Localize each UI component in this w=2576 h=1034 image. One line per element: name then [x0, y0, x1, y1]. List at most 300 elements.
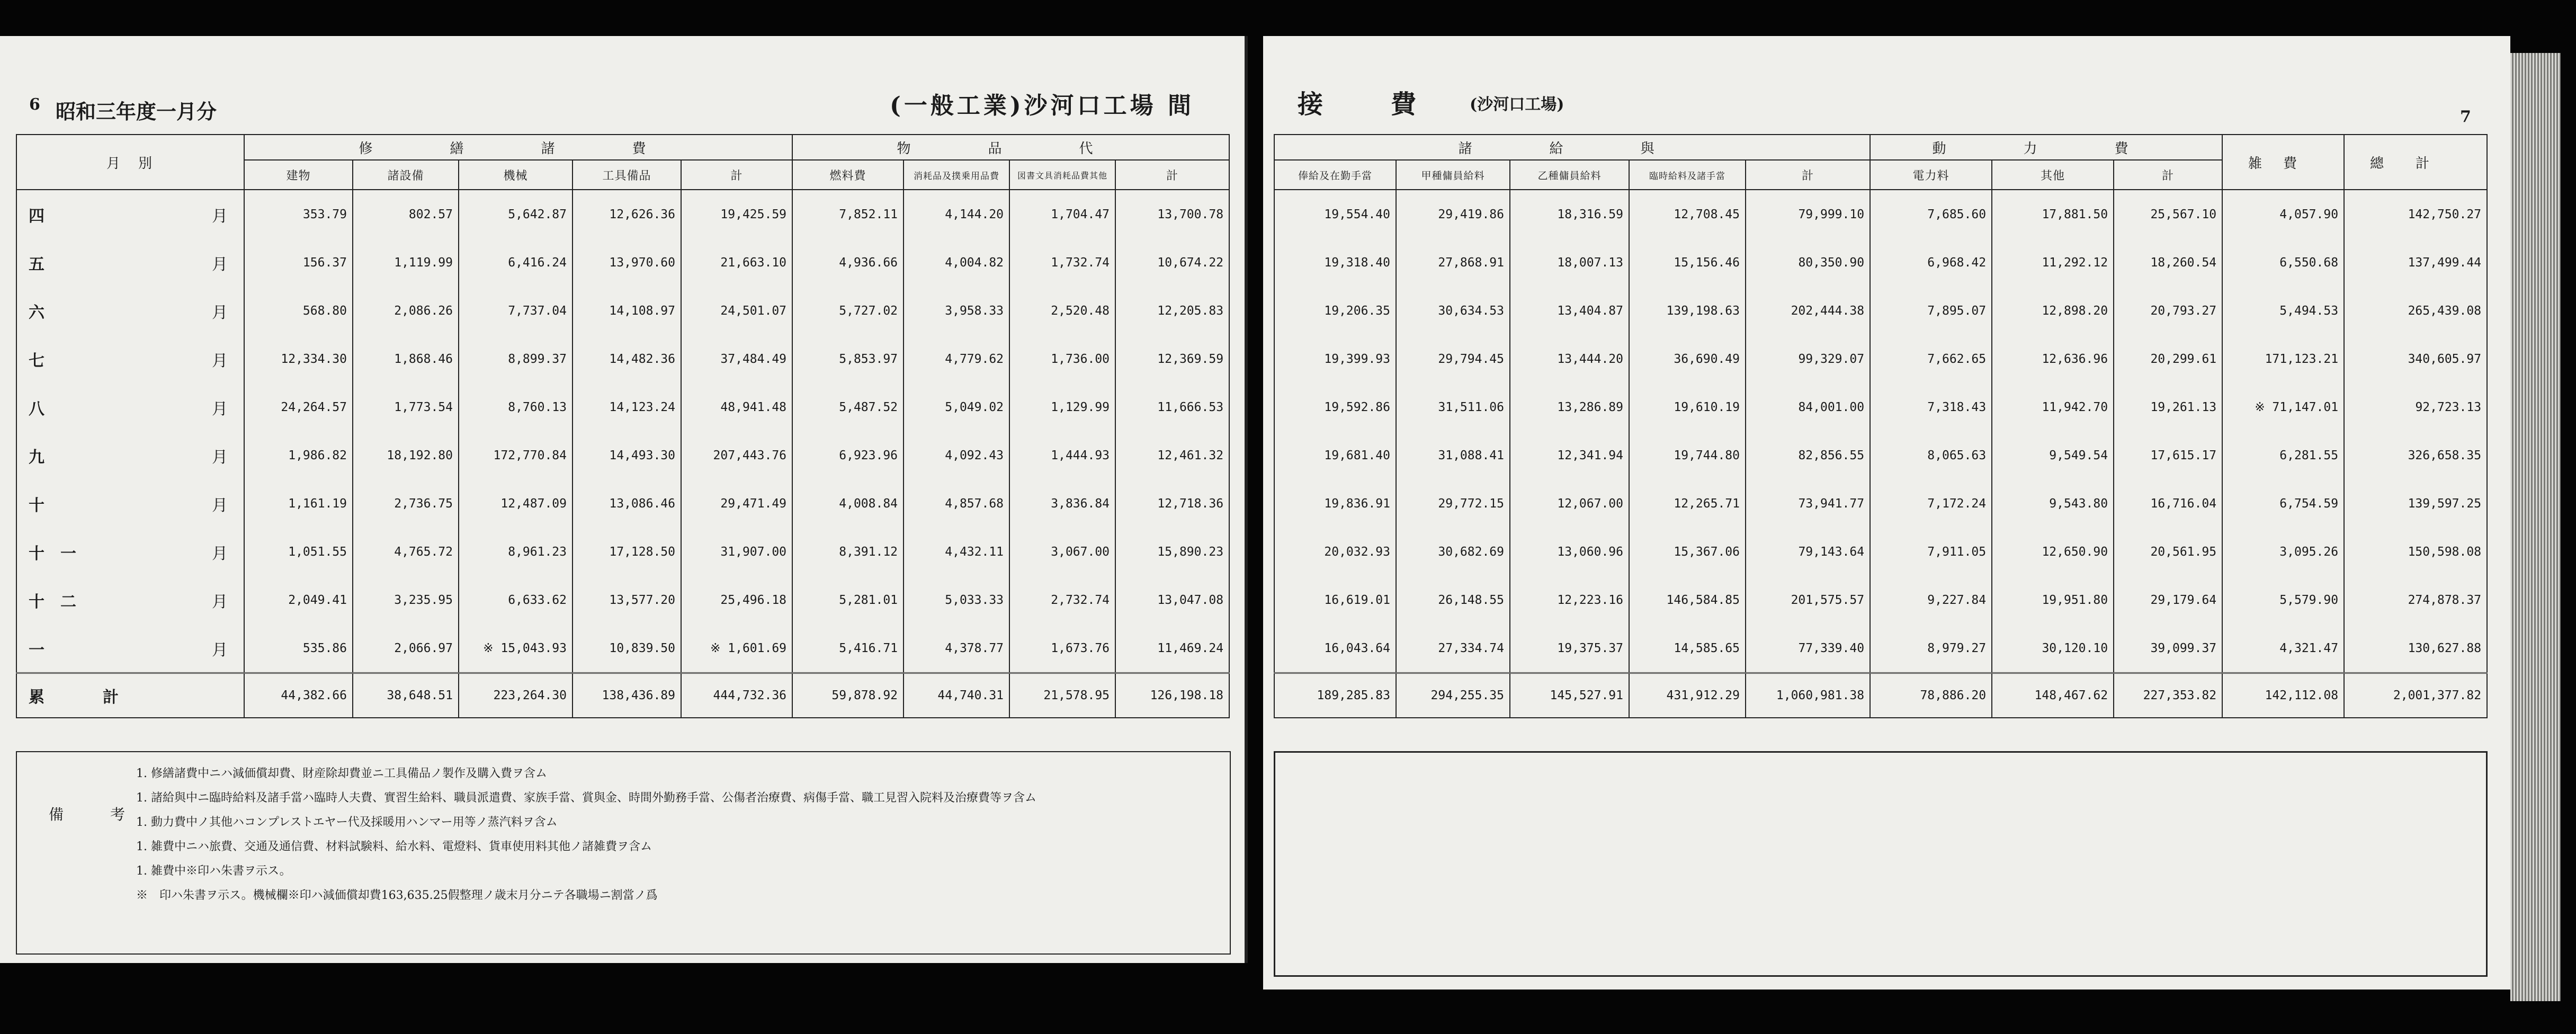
value-cell: 6,550.68: [2222, 238, 2344, 287]
table-row: [1274, 287, 2487, 335]
month-label: 六: [29, 303, 44, 322]
value-cell: 2,736.75: [353, 479, 459, 528]
value-cell: 7,172.24: [1870, 479, 1992, 528]
month-header: 月 別: [16, 135, 244, 190]
col-header-grand-total: 總計: [2344, 135, 2487, 190]
total-cell: 189,285.83: [1274, 673, 1396, 718]
value-cell: 4,936.66: [792, 238, 904, 287]
value-cell: 10,839.50: [573, 624, 681, 673]
value-cell: 20,299.61: [2114, 335, 2222, 383]
value-cell: 146,584.85: [1629, 576, 1746, 624]
month-suffix: 月: [212, 255, 228, 274]
value-cell: 26,148.55: [1396, 576, 1510, 624]
col-header: 乙種傭員給料: [1510, 160, 1629, 190]
value-cell: 568.80: [244, 287, 353, 335]
value-cell: 19,610.19: [1629, 383, 1746, 431]
total-row: [16, 673, 1229, 718]
value-cell: 172,770.84: [459, 431, 573, 479]
table-row: [16, 190, 1229, 238]
table-row: [16, 238, 1229, 287]
value-cell: 1,986.82: [244, 431, 353, 479]
value-cell: 6,923.96: [792, 431, 904, 479]
value-cell: 16,716.04: [2114, 479, 2222, 528]
total-cell: 38,648.51: [353, 673, 459, 718]
value-cell: 265,439.08: [2344, 287, 2487, 335]
value-cell: 13,700.78: [1115, 190, 1229, 238]
value-cell: 19,592.86: [1274, 383, 1396, 431]
value-cell: 4,779.62: [904, 335, 1009, 383]
value-cell: 12,223.16: [1510, 576, 1629, 624]
value-cell: 84,001.00: [1746, 383, 1870, 431]
value-cell: 6,968.42: [1870, 238, 1992, 287]
total-cell: 44,382.66: [244, 673, 353, 718]
value-cell: 15,156.46: [1629, 238, 1746, 287]
col-header: 燃料費: [792, 160, 904, 190]
value-cell: 4,378.77: [904, 624, 1009, 673]
month-suffix: 月: [212, 592, 228, 611]
value-cell: 7,895.07: [1870, 287, 1992, 335]
total-cell: 145,527.91: [1510, 673, 1629, 718]
value-cell: 48,941.48: [681, 383, 792, 431]
value-cell: 5,416.71: [792, 624, 904, 673]
value-cell: 2,086.26: [353, 287, 459, 335]
value-cell: 1,736.00: [1009, 335, 1115, 383]
value-cell: 8,961.23: [459, 528, 573, 576]
value-cell: 5,642.87: [459, 190, 573, 238]
value-cell: 13,047.08: [1115, 576, 1229, 624]
value-cell: 31,907.00: [681, 528, 792, 576]
value-cell: 10,674.22: [1115, 238, 1229, 287]
value-cell: 5,579.90: [2222, 576, 2344, 624]
value-cell: 18,260.54: [2114, 238, 2222, 287]
month-cell: [16, 190, 244, 238]
value-cell: 29,772.15: [1396, 479, 1510, 528]
left-page-number: 6: [29, 95, 40, 114]
total-cell: 223,264.30: [459, 673, 573, 718]
month-label: 八: [29, 399, 44, 418]
value-cell: 139,597.25: [2344, 479, 2487, 528]
col-header: 計: [681, 160, 792, 190]
value-cell: 6,416.24: [459, 238, 573, 287]
value-cell: 2,520.48: [1009, 287, 1115, 335]
value-cell: 3,235.95: [353, 576, 459, 624]
value-cell: 13,286.89: [1510, 383, 1629, 431]
value-cell: 137,499.44: [2344, 238, 2487, 287]
col-header: 機械: [459, 160, 573, 190]
value-cell: 12,708.45: [1629, 190, 1746, 238]
value-cell: ※ 15,043.93: [459, 624, 573, 673]
month-suffix: 月: [212, 399, 228, 418]
month-suffix: 月: [212, 544, 228, 563]
table-row: [1274, 431, 2487, 479]
value-cell: 3,067.00: [1009, 528, 1115, 576]
value-cell: 12,369.59: [1115, 335, 1229, 383]
col-header: 建物: [244, 160, 353, 190]
month-suffix: 月: [212, 640, 228, 659]
value-cell: 19,261.13: [2114, 383, 2222, 431]
value-cell: 1,129.99: [1009, 383, 1115, 431]
value-cell: 29,419.86: [1396, 190, 1510, 238]
col-header-misc: 雑費: [2222, 135, 2344, 190]
value-cell: 5,487.52: [792, 383, 904, 431]
value-cell: 30,682.69: [1396, 528, 1510, 576]
value-cell: 1,732.74: [1009, 238, 1115, 287]
value-cell: 3,095.26: [2222, 528, 2344, 576]
value-cell: 1,704.47: [1009, 190, 1115, 238]
month-label: 九: [29, 448, 44, 467]
value-cell: 535.86: [244, 624, 353, 673]
value-cell: 13,577.20: [573, 576, 681, 624]
col-header: 計: [1115, 160, 1229, 190]
right-subtitle: (沙河口工場): [1470, 95, 1564, 114]
right-page: [1263, 36, 2510, 990]
value-cell: 31,511.06: [1396, 383, 1510, 431]
value-cell: 4,092.43: [904, 431, 1009, 479]
value-cell: 21,663.10: [681, 238, 792, 287]
col-header: 臨時給料及諸手當: [1629, 160, 1746, 190]
value-cell: 11,469.24: [1115, 624, 1229, 673]
value-cell: 3,836.84: [1009, 479, 1115, 528]
value-cell: 17,881.50: [1992, 190, 2114, 238]
value-cell: 2,049.41: [244, 576, 353, 624]
cost-table-right: [1274, 134, 2488, 718]
value-cell: 19,318.40: [1274, 238, 1396, 287]
value-cell: 77,339.40: [1746, 624, 1870, 673]
value-cell: 12,636.96: [1992, 335, 2114, 383]
header-date: 昭和三年度一月分: [56, 100, 217, 123]
value-cell: 79,143.64: [1746, 528, 1870, 576]
group-header-power: 動 力 費: [1870, 135, 2222, 160]
col-header: 工具備品: [573, 160, 681, 190]
value-cell: 29,179.64: [2114, 576, 2222, 624]
value-cell: 4,057.90: [2222, 190, 2344, 238]
month-cell: [16, 335, 244, 383]
value-cell: 17,615.17: [2114, 431, 2222, 479]
col-header: 甲種傭員給料: [1396, 160, 1510, 190]
month-suffix: 月: [212, 496, 228, 515]
table-row: [1274, 479, 2487, 528]
value-cell: 3,958.33: [904, 287, 1009, 335]
value-cell: 274,878.37: [2344, 576, 2487, 624]
value-cell: 5,494.53: [2222, 287, 2344, 335]
value-cell: 2,066.97: [353, 624, 459, 673]
value-cell: 82,856.55: [1746, 431, 1870, 479]
value-cell: 12,067.00: [1510, 479, 1629, 528]
value-cell: 1,119.99: [353, 238, 459, 287]
value-cell: 139,198.63: [1629, 287, 1746, 335]
value-cell: 37,484.49: [681, 335, 792, 383]
total-cell: 148,467.62: [1992, 673, 2114, 718]
value-cell: 99,329.07: [1746, 335, 1870, 383]
note-line: 1. 諸給與中ニ臨時給料及諸手當ハ臨時人夫費、實習生給料、職員派遣費、家族手當、賞與金、時間外勤務手當、公傷者治療費、病傷手當、職工見習入院料及治療費等ヲ含ム: [136, 791, 1036, 805]
value-cell: 1,868.46: [353, 335, 459, 383]
total-cell: 44,740.31: [904, 673, 1009, 718]
value-cell: 18,007.13: [1510, 238, 1629, 287]
total-cell: 444,732.36: [681, 673, 792, 718]
value-cell: 8,760.13: [459, 383, 573, 431]
value-cell: 207,443.76: [681, 431, 792, 479]
value-cell: 1,444.93: [1009, 431, 1115, 479]
value-cell: 150,598.08: [2344, 528, 2487, 576]
value-cell: 4,857.68: [904, 479, 1009, 528]
value-cell: 11,942.70: [1992, 383, 2114, 431]
value-cell: 2,732.74: [1009, 576, 1115, 624]
value-cell: 19,554.40: [1274, 190, 1396, 238]
value-cell: 142,750.27: [2344, 190, 2487, 238]
total-label: 累 計: [16, 673, 244, 718]
col-header: 消耗品及撲乗用品費: [904, 160, 1009, 190]
group-header-goods: 物 品 代: [792, 135, 1229, 160]
value-cell: 5,281.01: [792, 576, 904, 624]
value-cell: 9,543.80: [1992, 479, 2114, 528]
value-cell: 202,444.38: [1746, 287, 1870, 335]
value-cell: 5,727.02: [792, 287, 904, 335]
month-cell: [16, 528, 244, 576]
value-cell: 353.79: [244, 190, 353, 238]
value-cell: 5,033.33: [904, 576, 1009, 624]
month-label: 十: [29, 496, 44, 515]
book-page-edges: [2510, 53, 2561, 1001]
value-cell: 5,853.97: [792, 335, 904, 383]
col-header: 計: [1746, 160, 1870, 190]
value-cell: 20,793.27: [2114, 287, 2222, 335]
value-cell: 27,868.91: [1396, 238, 1510, 287]
value-cell: 14,482.36: [573, 335, 681, 383]
total-cell: 2,001,377.82: [2344, 673, 2487, 718]
total-cell: 1,060,981.38: [1746, 673, 1870, 718]
value-cell: 14,123.24: [573, 383, 681, 431]
total-cell: 294,255.35: [1396, 673, 1510, 718]
notes-label: 備 考: [49, 806, 141, 823]
value-cell: 19,681.40: [1274, 431, 1396, 479]
table-row: [16, 479, 1229, 528]
month-cell: [16, 576, 244, 624]
value-cell: 13,086.46: [573, 479, 681, 528]
value-cell: 19,375.37: [1510, 624, 1629, 673]
total-cell: 78,886.20: [1870, 673, 1992, 718]
value-cell: 4,008.84: [792, 479, 904, 528]
value-cell: 8,065.63: [1870, 431, 1992, 479]
value-cell: 156.37: [244, 238, 353, 287]
value-cell: 12,205.83: [1115, 287, 1229, 335]
value-cell: 1,673.76: [1009, 624, 1115, 673]
value-cell: 13,444.20: [1510, 335, 1629, 383]
value-cell: 7,911.05: [1870, 528, 1992, 576]
total-cell: 21,578.95: [1009, 673, 1115, 718]
month-cell: [16, 479, 244, 528]
month-label: 十 一: [29, 544, 76, 563]
table-row: [16, 335, 1229, 383]
value-cell: 20,561.95: [2114, 528, 2222, 576]
value-cell: 1,161.19: [244, 479, 353, 528]
value-cell: 6,633.62: [459, 576, 573, 624]
value-cell: 79,999.10: [1746, 190, 1870, 238]
value-cell: 20,032.93: [1274, 528, 1396, 576]
value-cell: 27,334.74: [1396, 624, 1510, 673]
value-cell: 13,970.60: [573, 238, 681, 287]
value-cell: 12,898.20: [1992, 287, 2114, 335]
value-cell: 30,634.53: [1396, 287, 1510, 335]
table-row: [16, 528, 1229, 576]
value-cell: 5,049.02: [904, 383, 1009, 431]
note-line: 1. 雑費中ニハ旅費、交通及通信費、材料試験料、給水料、電燈料、貨車使用料其他ノ諸雑費ヲ含ム: [136, 840, 652, 853]
value-cell: 9,549.54: [1992, 431, 2114, 479]
table-row: [1274, 335, 2487, 383]
value-cell: 19,206.35: [1274, 287, 1396, 335]
value-cell: 8,899.37: [459, 335, 573, 383]
value-cell: 171,123.21: [2222, 335, 2344, 383]
month-label: 一: [29, 640, 44, 659]
table-row: [1274, 528, 2487, 576]
value-cell: 16,043.64: [1274, 624, 1396, 673]
value-cell: 18,192.80: [353, 431, 459, 479]
month-cell: [16, 431, 244, 479]
table-row: [1274, 383, 2487, 431]
value-cell: ※ 1,601.69: [681, 624, 792, 673]
value-cell: 4,432.11: [904, 528, 1009, 576]
month-cell: [16, 624, 244, 673]
table-row: [1274, 576, 2487, 624]
col-header: 諸設備: [353, 160, 459, 190]
value-cell: 73,941.77: [1746, 479, 1870, 528]
value-cell: 30,120.10: [1992, 624, 2114, 673]
value-cell: 7,318.43: [1870, 383, 1992, 431]
value-cell: 11,666.53: [1115, 383, 1229, 431]
month-cell: [16, 238, 244, 287]
left-page: [0, 36, 1248, 963]
note-line: 1. 動力費中ノ其他ハコンプレストエヤー代及採暖用ハンマー用等ノ蒸汽料ヲ含ム: [136, 816, 558, 829]
value-cell: 13,404.87: [1510, 287, 1629, 335]
value-cell: 36,690.49: [1629, 335, 1746, 383]
value-cell: 6,281.55: [2222, 431, 2344, 479]
note-line: ※ 印ハ朱書ヲ示ス。機械欄※印ハ減価償却費163,635.25假整理ノ歳末月分ニテ各職場ニ割當ノ爲: [136, 889, 658, 902]
value-cell: 8,391.12: [792, 528, 904, 576]
value-cell: 24,501.07: [681, 287, 792, 335]
value-cell: 1,051.55: [244, 528, 353, 576]
month-suffix: 月: [212, 351, 228, 370]
month-label: 十 二: [29, 592, 76, 611]
value-cell: 12,650.90: [1992, 528, 2114, 576]
value-cell: 4,765.72: [353, 528, 459, 576]
value-cell: 9,227.84: [1870, 576, 1992, 624]
value-cell: 11,292.12: [1992, 238, 2114, 287]
col-header: 計: [2114, 160, 2222, 190]
value-cell: 12,461.32: [1115, 431, 1229, 479]
month-suffix: 月: [212, 303, 228, 322]
total-cell: 142,112.08: [2222, 673, 2344, 718]
value-cell: 14,585.65: [1629, 624, 1746, 673]
value-cell: 7,852.11: [792, 190, 904, 238]
group-header-repair: 修 繕 諸 費: [244, 135, 792, 160]
value-cell: 8,979.27: [1870, 624, 1992, 673]
month-label: 七: [29, 351, 44, 370]
right-title: 接 費: [1298, 90, 1438, 119]
value-cell: 15,890.23: [1115, 528, 1229, 576]
value-cell: 14,493.30: [573, 431, 681, 479]
notes-box: [16, 751, 1231, 955]
value-cell: 19,399.93: [1274, 335, 1396, 383]
month-suffix: 月: [212, 207, 228, 226]
value-cell: 4,321.47: [2222, 624, 2344, 673]
value-cell: 4,004.82: [904, 238, 1009, 287]
month-label: 四: [29, 207, 44, 226]
value-cell: 1,773.54: [353, 383, 459, 431]
value-cell: 19,836.91: [1274, 479, 1396, 528]
col-header: 電力料: [1870, 160, 1992, 190]
table-row: [1274, 238, 2487, 287]
month-label: 五: [29, 255, 44, 274]
value-cell: 39,099.37: [2114, 624, 2222, 673]
value-cell: 14,108.97: [573, 287, 681, 335]
col-header: 俸給及在勤手當: [1274, 160, 1396, 190]
value-cell: 13,060.96: [1510, 528, 1629, 576]
value-cell: 16,619.01: [1274, 576, 1396, 624]
value-cell: 340,605.97: [2344, 335, 2487, 383]
note-line: 1. 修繕諸費中ニハ減価償却費、財産除却費並ニ工具備品ノ製作及購入費ヲ含ム: [136, 767, 547, 780]
table-row: [16, 431, 1229, 479]
value-cell: 31,088.41: [1396, 431, 1510, 479]
value-cell: 802.57: [353, 190, 459, 238]
table-row: [16, 576, 1229, 624]
total-cell: 431,912.29: [1629, 673, 1746, 718]
value-cell: 18,316.59: [1510, 190, 1629, 238]
value-cell: 12,718.36: [1115, 479, 1229, 528]
value-cell: 25,567.10: [2114, 190, 2222, 238]
table-row: [1274, 190, 2487, 238]
value-cell: 7,737.04: [459, 287, 573, 335]
left-title: (一般工業)沙河口工場 間: [890, 92, 1194, 119]
value-cell: 4,144.20: [904, 190, 1009, 238]
value-cell: 19,951.80: [1992, 576, 2114, 624]
value-cell: 25,496.18: [681, 576, 792, 624]
table-row: [16, 287, 1229, 335]
col-header: 其他: [1992, 160, 2114, 190]
value-cell: 12,341.94: [1510, 431, 1629, 479]
month-cell: [16, 383, 244, 431]
month-cell: [16, 287, 244, 335]
total-cell: 126,198.18: [1115, 673, 1229, 718]
value-cell: 7,685.60: [1870, 190, 1992, 238]
value-cell: 29,794.45: [1396, 335, 1510, 383]
table-row: [16, 624, 1229, 673]
value-cell: ※ 71,147.01: [2222, 383, 2344, 431]
value-cell: 12,265.71: [1629, 479, 1746, 528]
total-cell: 59,878.92: [792, 673, 904, 718]
notes-box-right: [1274, 751, 2488, 977]
value-cell: 24,264.57: [244, 383, 353, 431]
cost-table-left: [16, 134, 1230, 718]
month-suffix: 月: [212, 448, 228, 467]
value-cell: 15,367.06: [1629, 528, 1746, 576]
value-cell: 326,658.35: [2344, 431, 2487, 479]
table-row: [16, 383, 1229, 431]
value-cell: 80,350.90: [1746, 238, 1870, 287]
value-cell: 6,754.59: [2222, 479, 2344, 528]
note-line: 1. 雑費中※印ハ朱書ヲ示ス。: [136, 864, 291, 878]
right-page-number: 7: [2460, 108, 2471, 126]
value-cell: 12,487.09: [459, 479, 573, 528]
value-cell: 19,744.80: [1629, 431, 1746, 479]
table-row: [1274, 624, 2487, 673]
value-cell: 130,627.88: [2344, 624, 2487, 673]
total-cell: 138,436.89: [573, 673, 681, 718]
value-cell: 17,128.50: [573, 528, 681, 576]
value-cell: 12,626.36: [573, 190, 681, 238]
value-cell: 29,471.49: [681, 479, 792, 528]
value-cell: 19,425.59: [681, 190, 792, 238]
col-header: 図書文具消耗品費其他: [1009, 160, 1115, 190]
total-cell: 227,353.82: [2114, 673, 2222, 718]
